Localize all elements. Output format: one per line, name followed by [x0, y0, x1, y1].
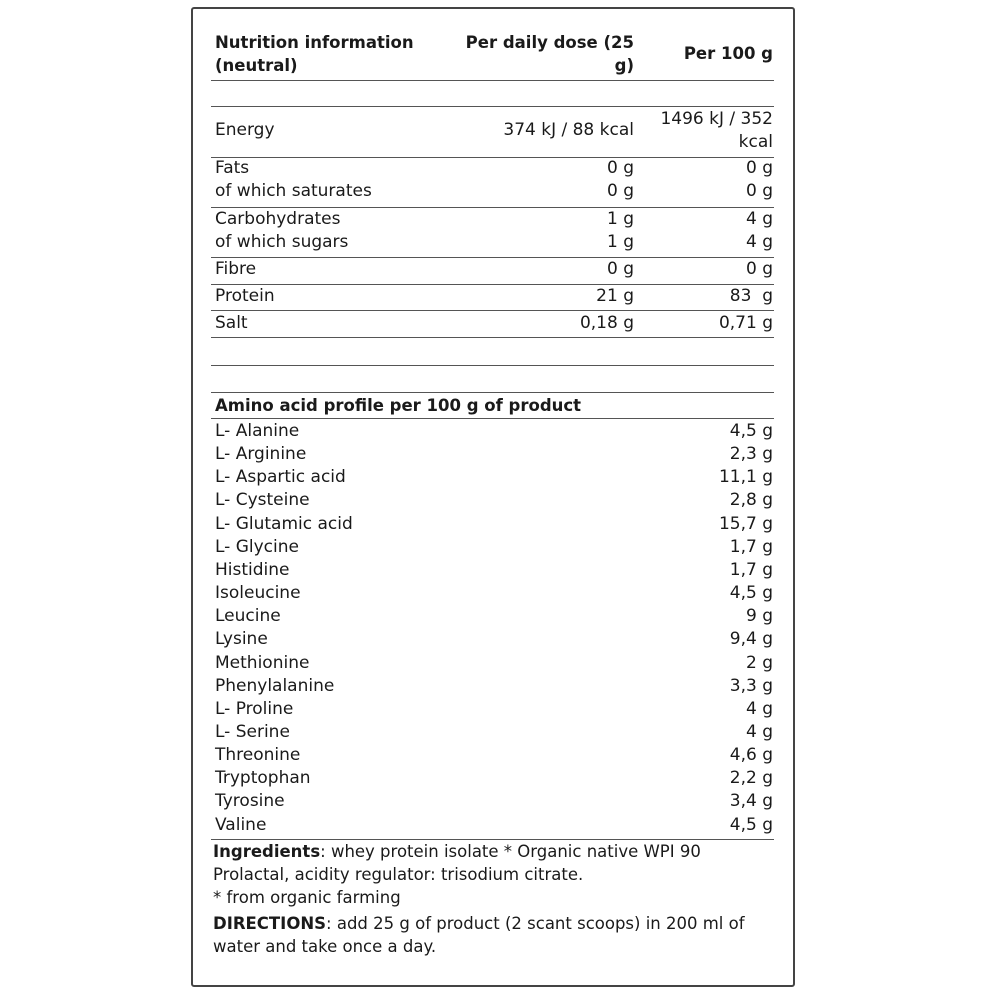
amino-acid-name: L- Aspartic acid — [215, 467, 346, 488]
sugars-label: of which sugars — [215, 232, 349, 252]
ingredients-label: Ingredients — [213, 842, 321, 861]
amino-acid-value: 1,7 g — [729, 536, 773, 557]
fats-label: Fats — [215, 158, 250, 178]
carbohydrates-per-100g: 4 g — [745, 209, 773, 229]
amino-acid-name: Isoleucine — [215, 583, 301, 604]
amino-acid-value: 4,5 g — [729, 814, 773, 835]
fibre-per-dose: 0 g — [606, 259, 634, 279]
amino-acid-value: 15,7 g — [718, 513, 773, 534]
amino-acid-name: Tryptophan — [215, 768, 311, 789]
header-per-100g: Per 100 g — [683, 44, 773, 63]
amino-acid-name: Tyrosine — [215, 791, 285, 812]
salt-per-dose: 0,18 g — [579, 313, 634, 333]
header-nutrition-information: Nutrition information (neutral) — [215, 33, 414, 75]
directions-label: DIRECTIONS — [213, 914, 327, 933]
amino-acid-name: Lysine — [215, 629, 268, 650]
sugars-per-dose: 1 g — [606, 232, 634, 252]
amino-acid-name: L- Glutamic acid — [215, 513, 353, 534]
divider — [211, 418, 774, 419]
amino-acid-value: 9 g — [745, 606, 773, 627]
amino-acid-name: Phenylalanine — [215, 675, 335, 696]
fibre-label: Fibre — [215, 259, 257, 279]
organic-footnote: * from organic farming — [213, 888, 401, 907]
amino-acid-name: L- Glycine — [215, 536, 299, 557]
ingredients-text: : whey protein isolate * Organic native WPI 90 Prolactal, acidity regulator: trisodium citrate. — [213, 842, 701, 884]
directions-text: : add 25 g of product (2 scant scoops) in 200 ml of water and take once a day. — [213, 914, 745, 956]
amino-acid-name: L- Alanine — [215, 421, 300, 441]
amino-acid-name: Histidine — [215, 559, 290, 580]
amino-acid-value: 3,4 g — [729, 791, 773, 812]
amino-acid-value: 9,4 g — [729, 629, 773, 650]
energy-per-100g: 1496 kJ / 352 kcal — [660, 109, 773, 152]
amino-acid-profile-title: Amino acid profile per 100 g of product — [215, 396, 582, 415]
divider — [211, 106, 774, 107]
amino-acid-value: 11,1 g — [718, 467, 773, 488]
amino-acid-name: L- Arginine — [215, 444, 307, 465]
amino-acid-value: 2,8 g — [729, 490, 773, 511]
salt-per-100g: 0,71 g — [718, 313, 773, 333]
amino-acid-name: L- Proline — [215, 698, 294, 719]
amino-acid-value: 2,3 g — [729, 444, 773, 465]
energy-label: Energy — [215, 120, 275, 140]
divider — [211, 310, 774, 311]
fats-per-dose: 0 g — [606, 158, 634, 178]
energy-per-dose: 374 kJ / 88 kcal — [503, 120, 634, 140]
amino-acid-value: 1,7 g — [729, 559, 773, 580]
amino-acid-value: 4 g — [745, 721, 773, 742]
divider — [211, 392, 774, 393]
divider — [211, 80, 774, 81]
amino-acid-value: 2,2 g — [729, 768, 773, 789]
directions-paragraph — [213, 912, 773, 958]
amino-acid-value: 4 g — [745, 698, 773, 719]
amino-acid-name: Leucine — [215, 606, 281, 627]
ingredients-paragraph — [213, 840, 773, 886]
saturates-per-100g: 0 g — [745, 181, 773, 201]
protein-per-dose: 21 g — [596, 286, 634, 306]
amino-acid-value: 3,3 g — [729, 675, 773, 696]
amino-acid-value: 4,5 g — [729, 583, 773, 604]
amino-acid-name: L- Cysteine — [215, 490, 310, 511]
carbohydrates-per-dose: 1 g — [606, 209, 634, 229]
sugars-per-100g: 4 g — [745, 232, 773, 252]
amino-acid-name: L- Serine — [215, 721, 290, 742]
saturates-label: of which saturates — [215, 181, 372, 201]
protein-label: Protein — [215, 286, 275, 306]
amino-acid-value: 4,5 g — [729, 421, 773, 441]
header-per-daily-dose: Per daily dose (25 g) — [465, 33, 634, 75]
amino-acid-value: 4,6 g — [729, 745, 773, 766]
saturates-per-dose: 0 g — [606, 181, 634, 201]
amino-acid-name: Valine — [215, 814, 267, 835]
amino-acid-name: Threonine — [215, 745, 301, 766]
amino-acid-name: Methionine — [215, 652, 310, 673]
salt-label: Salt — [215, 313, 248, 333]
amino-acid-value: 2 g — [745, 652, 773, 673]
protein-per-100g: 83 g — [729, 286, 773, 306]
fibre-per-100g: 0 g — [745, 259, 773, 279]
divider — [211, 365, 774, 366]
fats-per-100g: 0 g — [745, 158, 773, 178]
divider — [211, 337, 774, 338]
carbohydrates-label: Carbohydrates — [215, 209, 341, 229]
